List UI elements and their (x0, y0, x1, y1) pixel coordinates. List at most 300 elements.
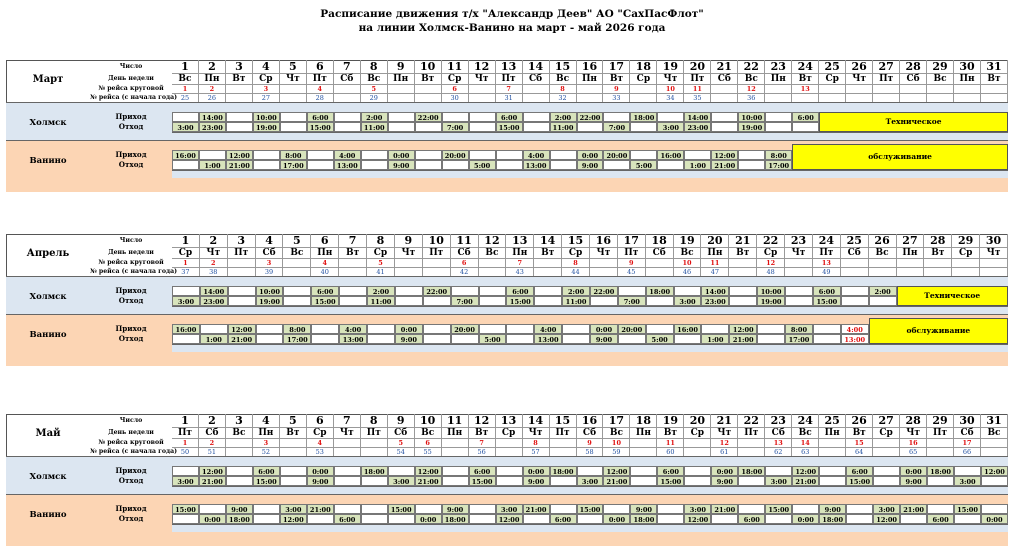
weekday-cell: Пт (361, 427, 388, 438)
vanino-departure-cell (469, 514, 496, 524)
vanino-departure-cell (361, 160, 388, 170)
vanino-departure-cell: 0:00 (981, 514, 1008, 524)
trip-year-cell (283, 267, 311, 276)
kholmsk-departure-cell (479, 296, 507, 306)
row-label-weekday: День недели (108, 249, 154, 256)
day-number: 23 (785, 234, 813, 247)
kholmsk-arrival-cell (711, 112, 738, 122)
round-trip-cell (395, 258, 423, 267)
round-trip-cell: 3 (256, 258, 284, 267)
round-trip-cell (900, 84, 927, 93)
day-number: 6 (307, 60, 334, 73)
vanino-departure-cell: 6:00 (334, 514, 361, 524)
trip-year-cell: 28 (307, 93, 334, 102)
row-label-number: Число (119, 237, 143, 244)
vanino-arrival-cell: 3:00 (684, 504, 711, 514)
port-label-kholmsk: Холмск (29, 118, 67, 128)
kholmsk-arrival-cell (226, 112, 253, 122)
day-number: 20 (701, 234, 729, 247)
kholmsk-departure-cell: 7:00 (603, 122, 630, 132)
vanino-arrival-cell: 0:00 (388, 150, 415, 160)
vanino-arrival-cell (684, 150, 711, 160)
weekday-cell: Вс (479, 247, 507, 258)
weekday-cell: Пт (618, 247, 646, 258)
day-number: 27 (873, 60, 900, 73)
kholmsk-departure-cell: 15:00 (506, 296, 534, 306)
row-label-round-trip: № рейса круговой (98, 85, 164, 92)
trip-year-cell (785, 267, 813, 276)
kholmsk-departure-cell (646, 296, 674, 306)
trip-year-cell: 41 (367, 267, 395, 276)
weekday-cell: Пт (684, 73, 711, 84)
day-number: 23 (765, 414, 792, 427)
day-number: 18 (630, 414, 657, 427)
kholmsk-departure-cell: 15:00 (657, 476, 684, 486)
kholmsk-arrival-cell (496, 466, 523, 476)
kholmsk-arrival-cell: 14:00 (684, 112, 711, 122)
kholmsk-departure-cell: 9:00 (711, 476, 738, 486)
round-trip-cell: 12 (757, 258, 785, 267)
trip-year-cell (792, 93, 819, 102)
weekday-cell: Вс (738, 73, 765, 84)
vanino-departure-cell (506, 334, 534, 344)
kholmsk-arrival-cell: 6:00 (846, 466, 873, 476)
kholmsk-departure-cell: 19:00 (738, 122, 765, 132)
day-number: 30 (954, 414, 981, 427)
trip-year-cell (630, 447, 657, 456)
vanino-departure-cell: 18:00 (226, 514, 253, 524)
trip-year-cell (496, 447, 523, 456)
round-trip-cell: 9 (603, 84, 630, 93)
round-trip-cell: 8 (562, 258, 590, 267)
kholmsk-departure-cell: 3:00 (172, 122, 199, 132)
vanino-departure-cell: 12:00 (496, 514, 523, 524)
trip-year-cell (280, 447, 307, 456)
round-trip-cell: 5 (361, 84, 388, 93)
kholmsk-departure-cell (630, 476, 657, 486)
vanino-arrival-cell (415, 150, 442, 160)
vanino-departure-cell (813, 334, 841, 344)
kholmsk-arrival-cell: 12:00 (981, 466, 1008, 476)
weekday-cell: Пн (630, 427, 657, 438)
trip-year-cell (550, 447, 577, 456)
kholmsk-arrival-cell (388, 112, 415, 122)
vanino-arrival-cell: 20:00 (451, 324, 479, 334)
weekday-cell: Вт (729, 247, 757, 258)
weekday-cell: Пт (423, 247, 451, 258)
vanino-departure-cell: 0:00 (415, 514, 442, 524)
vanino-arrival-cell: 8:00 (765, 150, 792, 160)
round-trip-cell: 4 (307, 438, 334, 447)
vanino-departure-cell: 9:00 (388, 160, 415, 170)
round-trip-cell (630, 438, 657, 447)
day-number: 28 (924, 234, 952, 247)
separator-row (172, 486, 1008, 494)
row-label-number: Число (119, 63, 143, 70)
kholmsk-departure-cell (927, 476, 954, 486)
day-number: 6 (311, 234, 339, 247)
kholmsk-departure-cell (792, 122, 819, 132)
kholmsk-arrival-cell: 6:00 (469, 466, 496, 476)
maintenance-kholmsk: Техническое (819, 112, 1008, 132)
weekday-cell: Сб (199, 427, 226, 438)
round-trip-cell (841, 258, 869, 267)
kholmsk-departure-cell (738, 476, 765, 486)
kholmsk-arrival-cell: 10:00 (757, 286, 785, 296)
vanino-arrival-cell: 15:00 (388, 504, 415, 514)
weekday-cell: Пн (199, 73, 226, 84)
day-number: 24 (813, 234, 841, 247)
vanino-departure-cell (172, 160, 199, 170)
kholmsk-departure-cell: 3:00 (954, 476, 981, 486)
weekday-cell: Сб (523, 73, 550, 84)
round-trip-cell: 5 (388, 438, 415, 447)
vanino-arrival-cell (361, 504, 388, 514)
kholmsk-departure-cell: 7:00 (442, 122, 469, 132)
day-number: 7 (339, 234, 367, 247)
day-number: 3 (226, 60, 253, 73)
weekday-cell: Вт (657, 427, 684, 438)
weekday-cell: Пт (550, 427, 577, 438)
day-number: 15 (562, 234, 590, 247)
vanino-departure-cell (757, 334, 785, 344)
kholmsk-departure-cell: 21:00 (199, 476, 226, 486)
round-trip-cell: 6 (442, 84, 469, 93)
round-trip-cell: 1 (172, 438, 199, 447)
weekday-cell: Чт (280, 73, 307, 84)
trip-year-cell (630, 93, 657, 102)
weekday-cell: Пт (873, 73, 900, 84)
kholmsk-departure-cell (711, 122, 738, 132)
weekday-cell: Пн (577, 73, 604, 84)
round-trip-cell (534, 258, 562, 267)
round-trip-cell (927, 84, 954, 93)
vanino-departure-cell (361, 514, 388, 524)
round-trip-cell (952, 258, 980, 267)
vanino-departure-cell (657, 514, 684, 524)
trip-year-cell (869, 267, 897, 276)
vanino-arrival-cell: 3:00 (496, 504, 523, 514)
vanino-arrival-cell: 12:00 (228, 324, 256, 334)
trip-year-cell: 46 (674, 267, 702, 276)
trip-year-cell (361, 447, 388, 456)
vanino-departure-cell: 5:00 (646, 334, 674, 344)
row-label-arrival: Приход (115, 150, 147, 159)
kholmsk-arrival-cell (395, 286, 423, 296)
day-number: 4 (256, 234, 284, 247)
vanino-departure-cell (846, 514, 873, 524)
round-trip-cell (981, 84, 1008, 93)
trip-year-cell (819, 93, 846, 102)
day-number: 1 (172, 234, 200, 247)
vanino-departure-cell (603, 160, 630, 170)
day-number: 9 (388, 60, 415, 73)
trip-year-cell: 36 (738, 93, 765, 102)
kholmsk-departure-cell: 11:00 (562, 296, 590, 306)
vanino-departure-cell (738, 160, 765, 170)
day-number: 7 (334, 60, 361, 73)
vanino-departure-cell (415, 160, 442, 170)
vanino-arrival-cell: 0:00 (577, 150, 604, 160)
row-label-trip-year: № рейса (с начала года) (90, 94, 178, 101)
round-trip-cell: 13 (792, 84, 819, 93)
vanino-departure-cell (367, 334, 395, 344)
row-label-departure: Отход (118, 334, 144, 343)
trip-year-cell (900, 93, 927, 102)
vanino-departure-cell: 1:00 (701, 334, 729, 344)
round-trip-cell (550, 438, 577, 447)
vanino-departure-cell (657, 160, 684, 170)
kholmsk-arrival-cell: 14:00 (200, 286, 228, 296)
kholmsk-arrival-cell (765, 112, 792, 122)
kholmsk-departure-cell (226, 122, 253, 132)
trip-year-cell (954, 93, 981, 102)
round-trip-cell (873, 438, 900, 447)
vanino-departure-cell: 6:00 (927, 514, 954, 524)
round-trip-cell (924, 258, 952, 267)
kholmsk-departure-cell (534, 296, 562, 306)
weekday-cell: Ср (684, 427, 711, 438)
round-trip-cell: 10 (674, 258, 702, 267)
weekday-cell: Пн (442, 427, 469, 438)
weekday-cell: Сб (765, 427, 792, 438)
vanino-arrival-cell: 4:00 (334, 150, 361, 160)
trip-year-cell (981, 93, 1008, 102)
kholmsk-departure-cell (228, 296, 256, 306)
round-trip-cell (846, 84, 873, 93)
trip-year-cell: 31 (496, 93, 523, 102)
vanino-arrival-cell: 15:00 (954, 504, 981, 514)
kholmsk-departure-cell (283, 296, 311, 306)
day-number: 8 (361, 414, 388, 427)
vanino-arrival-cell: 21:00 (900, 504, 927, 514)
vanino-departure-cell: 9:00 (395, 334, 423, 344)
weekday-cell: Вс (981, 427, 1008, 438)
kholmsk-departure-cell: 19:00 (256, 296, 284, 306)
kholmsk-departure-cell: 3:00 (172, 296, 200, 306)
weekday-cell: Вт (534, 247, 562, 258)
vanino-arrival-cell: 3:00 (280, 504, 307, 514)
kholmsk-departure-cell (496, 476, 523, 486)
vanino-departure-cell: 21:00 (729, 334, 757, 344)
weekday-cell: Вс (927, 73, 954, 84)
day-number: 7 (334, 414, 361, 427)
vanino-departure-cell: 13:00 (534, 334, 562, 344)
round-trip-cell (577, 84, 604, 93)
kholmsk-departure-cell (395, 296, 423, 306)
trip-year-cell (819, 447, 846, 456)
vanino-arrival-cell: 16:00 (172, 324, 200, 334)
day-number: 13 (506, 234, 534, 247)
vanino-departure-cell: 18:00 (819, 514, 846, 524)
day-number: 13 (496, 60, 523, 73)
weekday-cell: Пт (738, 427, 765, 438)
day-number: 16 (577, 414, 604, 427)
day-number: 21 (711, 60, 738, 73)
day-number: 25 (819, 414, 846, 427)
vanino-arrival-cell: 15:00 (765, 504, 792, 514)
round-trip-cell: 1 (172, 84, 199, 93)
trip-year-cell: 50 (172, 447, 199, 456)
vanino-departure-cell (256, 334, 284, 344)
kholmsk-departure-cell (841, 296, 869, 306)
weekday-cell: Чт (657, 73, 684, 84)
kholmsk-arrival-cell: 22:00 (590, 286, 618, 296)
kholmsk-arrival-cell: 10:00 (738, 112, 765, 122)
vanino-departure-cell: 13:00 (523, 160, 550, 170)
weekday-cell: Пт (228, 247, 256, 258)
trip-year-cell (873, 93, 900, 102)
kholmsk-departure-cell: 3:00 (765, 476, 792, 486)
weekday-cell: Вт (226, 73, 253, 84)
kholmsk-arrival-cell (729, 286, 757, 296)
trip-year-cell (927, 93, 954, 102)
weekday-cell: Вс (869, 247, 897, 258)
round-trip-cell (479, 258, 507, 267)
trip-year-cell (423, 267, 451, 276)
day-number: 21 (729, 234, 757, 247)
day-number: 30 (980, 234, 1008, 247)
vanino-arrival-cell (469, 504, 496, 514)
kholmsk-arrival-cell: 12:00 (603, 466, 630, 476)
kholmsk-arrival-cell (841, 286, 869, 296)
round-trip-cell (980, 258, 1008, 267)
vanino-departure-cell: 0:00 (199, 514, 226, 524)
round-trip-cell: 9 (577, 438, 604, 447)
round-trip-cell: 7 (506, 258, 534, 267)
kholmsk-departure-cell: 3:00 (172, 476, 199, 486)
weekday-cell: Чт (334, 427, 361, 438)
kholmsk-arrival-cell (280, 466, 307, 476)
trip-year-cell (415, 93, 442, 102)
kholmsk-arrival-cell: 6:00 (307, 112, 334, 122)
vanino-departure-cell (388, 514, 415, 524)
round-trip-cell: 7 (469, 438, 496, 447)
weekday-cell: Чт (200, 247, 228, 258)
kholmsk-departure-cell: 21:00 (792, 476, 819, 486)
day-number: 15 (550, 60, 577, 73)
kholmsk-departure-cell: 21:00 (603, 476, 630, 486)
trip-year-cell: 51 (199, 447, 226, 456)
vanino-arrival-cell: 4:00 (523, 150, 550, 160)
vanino-arrival-cell: 21:00 (307, 504, 334, 514)
day-number: 28 (900, 60, 927, 73)
kholmsk-departure-cell (684, 476, 711, 486)
round-trip-cell: 9 (618, 258, 646, 267)
kholmsk-departure-cell (819, 476, 846, 486)
maintenance-vanino: обслуживание (869, 318, 1008, 344)
month-block-3 (6, 414, 1008, 546)
weekday-cell: Пт (172, 427, 199, 438)
round-trip-cell: 11 (701, 258, 729, 267)
kholmsk-arrival-cell (334, 466, 361, 476)
round-trip-cell (897, 258, 925, 267)
weekday-cell: Вс (361, 73, 388, 84)
kholmsk-departure-cell (981, 476, 1008, 486)
weekday-cell: Ср (952, 247, 980, 258)
row-label-departure: Отход (118, 296, 144, 305)
vanino-arrival-cell: 4:00 (841, 324, 869, 334)
round-trip-cell (469, 84, 496, 93)
kholmsk-departure-cell (226, 476, 253, 486)
kholmsk-arrival-cell (172, 466, 199, 476)
vanino-arrival-cell (469, 150, 496, 160)
weekday-cell: Чт (846, 73, 873, 84)
trip-year-cell: 48 (757, 267, 785, 276)
kholmsk-departure-cell: 7:00 (618, 296, 646, 306)
day-number: 19 (657, 60, 684, 73)
vanino-arrival-cell (981, 504, 1008, 514)
weekday-cell: Пн (897, 247, 925, 258)
vanino-departure-cell: 21:00 (711, 160, 738, 170)
trip-year-cell (924, 267, 952, 276)
kholmsk-arrival-cell: 6:00 (311, 286, 339, 296)
vanino-arrival-cell (199, 504, 226, 514)
round-trip-cell (630, 84, 657, 93)
round-trip-cell: 8 (523, 438, 550, 447)
kholmsk-arrival-cell (388, 466, 415, 476)
round-trip-cell: 11 (684, 84, 711, 93)
day-number: 31 (981, 60, 1008, 73)
day-number: 12 (469, 60, 496, 73)
weekday-cell: Вт (924, 247, 952, 258)
kholmsk-arrival-cell (442, 466, 469, 476)
round-trip-cell (388, 84, 415, 93)
weekday-cell: Вт (846, 427, 873, 438)
month-name: Май (35, 428, 61, 439)
day-number: 18 (646, 234, 674, 247)
day-number: 10 (415, 414, 442, 427)
vanino-arrival-cell: 15:00 (577, 504, 604, 514)
round-trip-cell (283, 258, 311, 267)
weekday-cell: Пн (954, 73, 981, 84)
weekday-cell: Ср (253, 73, 280, 84)
port-label-vanino: Ванино (29, 510, 67, 520)
vanino-arrival-cell (334, 504, 361, 514)
round-trip-cell: 11 (657, 438, 684, 447)
day-number: 10 (423, 234, 451, 247)
day-number: 29 (927, 414, 954, 427)
round-trip-cell (334, 84, 361, 93)
weekday-cell: Сб (256, 247, 284, 258)
vanino-arrival-cell: 9:00 (630, 504, 657, 514)
vanino-departure-cell (442, 160, 469, 170)
weekday-cell: Чт (980, 247, 1008, 258)
weekday-cell: Вс (674, 247, 702, 258)
trip-year-cell (280, 93, 307, 102)
vanino-arrival-cell: 4:00 (534, 324, 562, 334)
trip-year-cell (334, 447, 361, 456)
trip-year-cell: 52 (253, 447, 280, 456)
kholmsk-arrival-cell: 6:00 (496, 112, 523, 122)
trip-year-cell: 64 (846, 447, 873, 456)
day-number: 22 (738, 414, 765, 427)
weekday-cell: Чт (590, 247, 618, 258)
kholmsk-arrival-cell (283, 286, 311, 296)
kholmsk-departure-cell: 11:00 (361, 122, 388, 132)
kholmsk-arrival-cell (785, 286, 813, 296)
weekday-cell: Пн (388, 73, 415, 84)
weekday-cell: Вт (469, 427, 496, 438)
vanino-departure-cell (311, 334, 339, 344)
vanino-departure-cell (674, 334, 702, 344)
vanino-arrival-cell: 0:00 (590, 324, 618, 334)
trip-year-cell: 53 (307, 447, 334, 456)
kholmsk-arrival-cell: 12:00 (199, 466, 226, 476)
round-trip-cell (496, 438, 523, 447)
round-trip-cell (954, 84, 981, 93)
trip-year-cell (469, 93, 496, 102)
